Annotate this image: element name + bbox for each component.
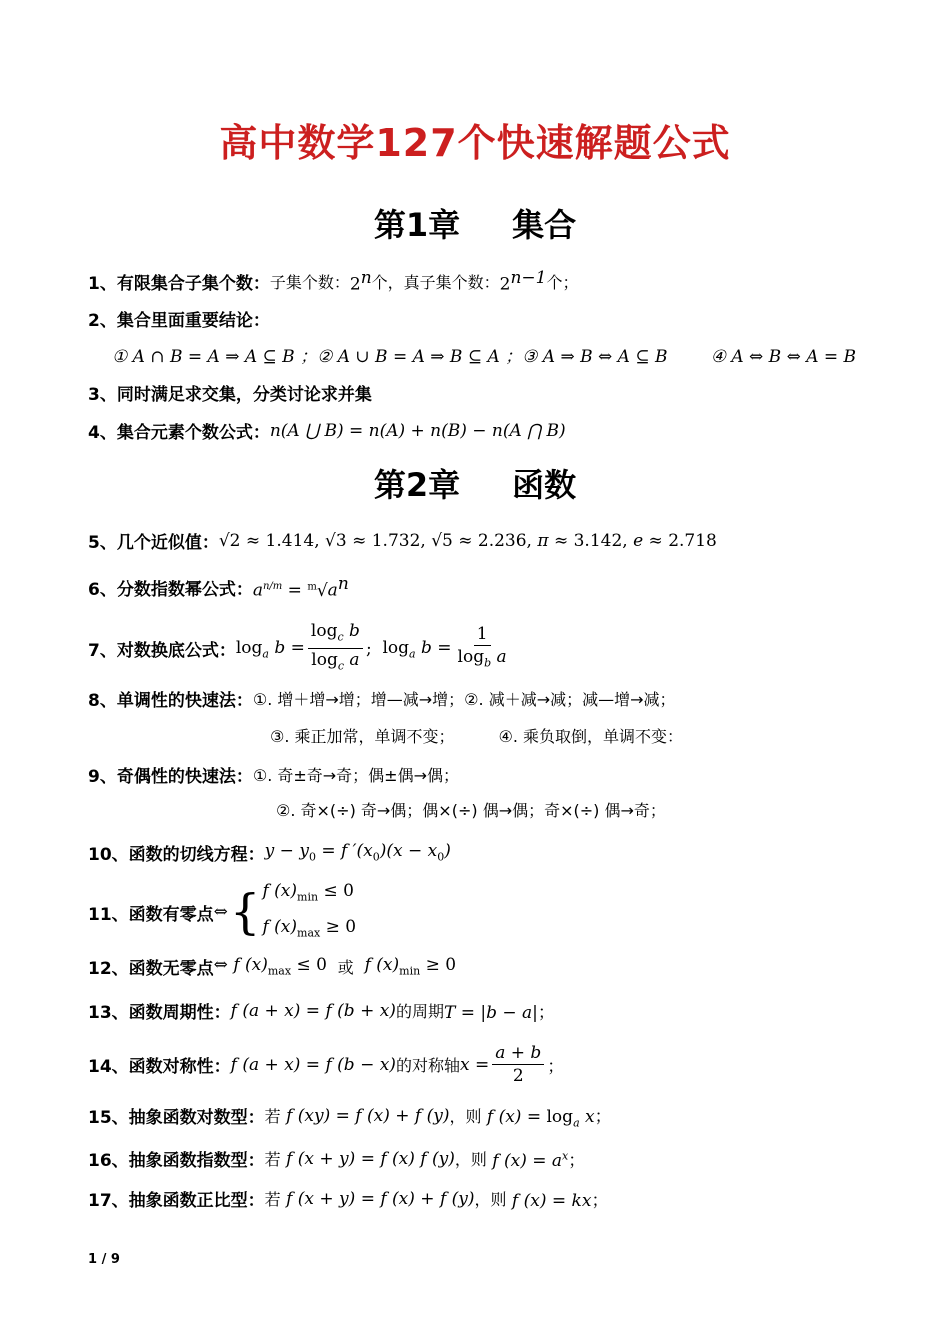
formula-2-conclusions: ① A ∩ B = A ⇒ A ⊆ B ；② A ∪ B = A ⇒ B ⊆ A ；③ A ⇒ B ⇔ A ⊆ B ④ A ⇔ B ⇔ A = B bbox=[112, 347, 857, 367]
chapter-name: 函数 bbox=[512, 466, 577, 504]
formula-16: 16、抽象函数指数型： 若 f (x + y) = f (x) f (y) ，则 f $(x) = a^x$； bbox=[88, 1148, 586, 1171]
formula-3: 3、同时满足求交集，分类讨论求并集 bbox=[88, 385, 372, 405]
chapter-name: 集合 bbox=[512, 206, 577, 244]
formula-17: 17、抽象函数正比型： 若 f (x + y) = f (x) + f (y) ，则 f (x) = kx； bbox=[88, 1188, 609, 1211]
page-title: 高中数学127个快速解题公式 bbox=[219, 121, 731, 165]
formula-8-line-2: ③. 乘正加常，单调不变； ④. 乘负取倒，单调不变： bbox=[270, 727, 684, 746]
formula-15: 15、抽象函数对数型： 若 f (xy) = f (x) + f (y) ，则 f $(x) = \log_a x$； bbox=[88, 1105, 612, 1130]
formula-5: 5、几个近似值： √2 ≈ 1.414, √3 ≈ 1.732, √5 ≈ 2.236, π ≈ 3.142, e ≈ 2.718 bbox=[88, 530, 717, 553]
chapter-number: 第2章 bbox=[373, 466, 461, 504]
formula-10: 10、函数的切线方程： $y - y_0 = f$ $'(x_0)(x - x_0)$ bbox=[88, 841, 451, 865]
chapter-number: 第1章 bbox=[373, 206, 461, 244]
chapter-2-heading bbox=[0, 460, 950, 506]
formula-12: 12、函数无零点 ⇔ f $(x)_{max} \le 0$ 或 f $(x)_{min} \ge 0$ bbox=[88, 955, 457, 979]
formula-13: 13、函数周期性： f (a + x) = f (b + x) 的周期 T = |b − a|； bbox=[88, 1000, 555, 1023]
formula-8: 8、单调性的快速法： ①. 增＋增→增；增—减→增；②. 减＋减→减；减—增→减； bbox=[88, 690, 676, 711]
formula-9: 9、奇偶性的快速法： ①. 奇±奇→奇；偶±偶→偶； bbox=[88, 766, 459, 787]
formula-2: 2、集合里面重要结论： bbox=[88, 311, 270, 331]
formula-11: 11、函数有零点 ⇔ { f $(x)_{min} \le 0$ f $(x)_{max} \ge 0$ bbox=[88, 881, 357, 941]
formula-7: 7、对数换底公式： $\log_a b$ = $\frac{\log_c b}{\log_c a}$ ; $\log_a b$ = $\frac{1}{\log_b a}$ bbox=[88, 621, 507, 673]
chapter-1-heading bbox=[0, 200, 950, 246]
formula-1: 1、有限集合子集个数： 子集个数： 2$^n$ 个，真子集个数： $2^{n-1}$ 个； bbox=[88, 268, 579, 295]
page-number: 1 / 9 bbox=[88, 1252, 120, 1267]
formula-14: 14、函数对称性： f (a + x) = f (b − x) 的对称轴 x = $\frac{a + b}{2}$ ； bbox=[88, 1043, 565, 1086]
formula-6: 6、分数指数幂公式： $a^{n/m} = ^m√a^n$ bbox=[88, 574, 349, 601]
formula-9-line-2: ②. 奇×(÷) 奇→偶；偶×(÷) 偶→偶；奇×(÷) 偶→奇； bbox=[276, 801, 666, 820]
formula-4: 4、集合元素个数公式： n(A ⋃ B) = n(A) + n(B) − n(A ⋂ B) bbox=[88, 420, 566, 443]
